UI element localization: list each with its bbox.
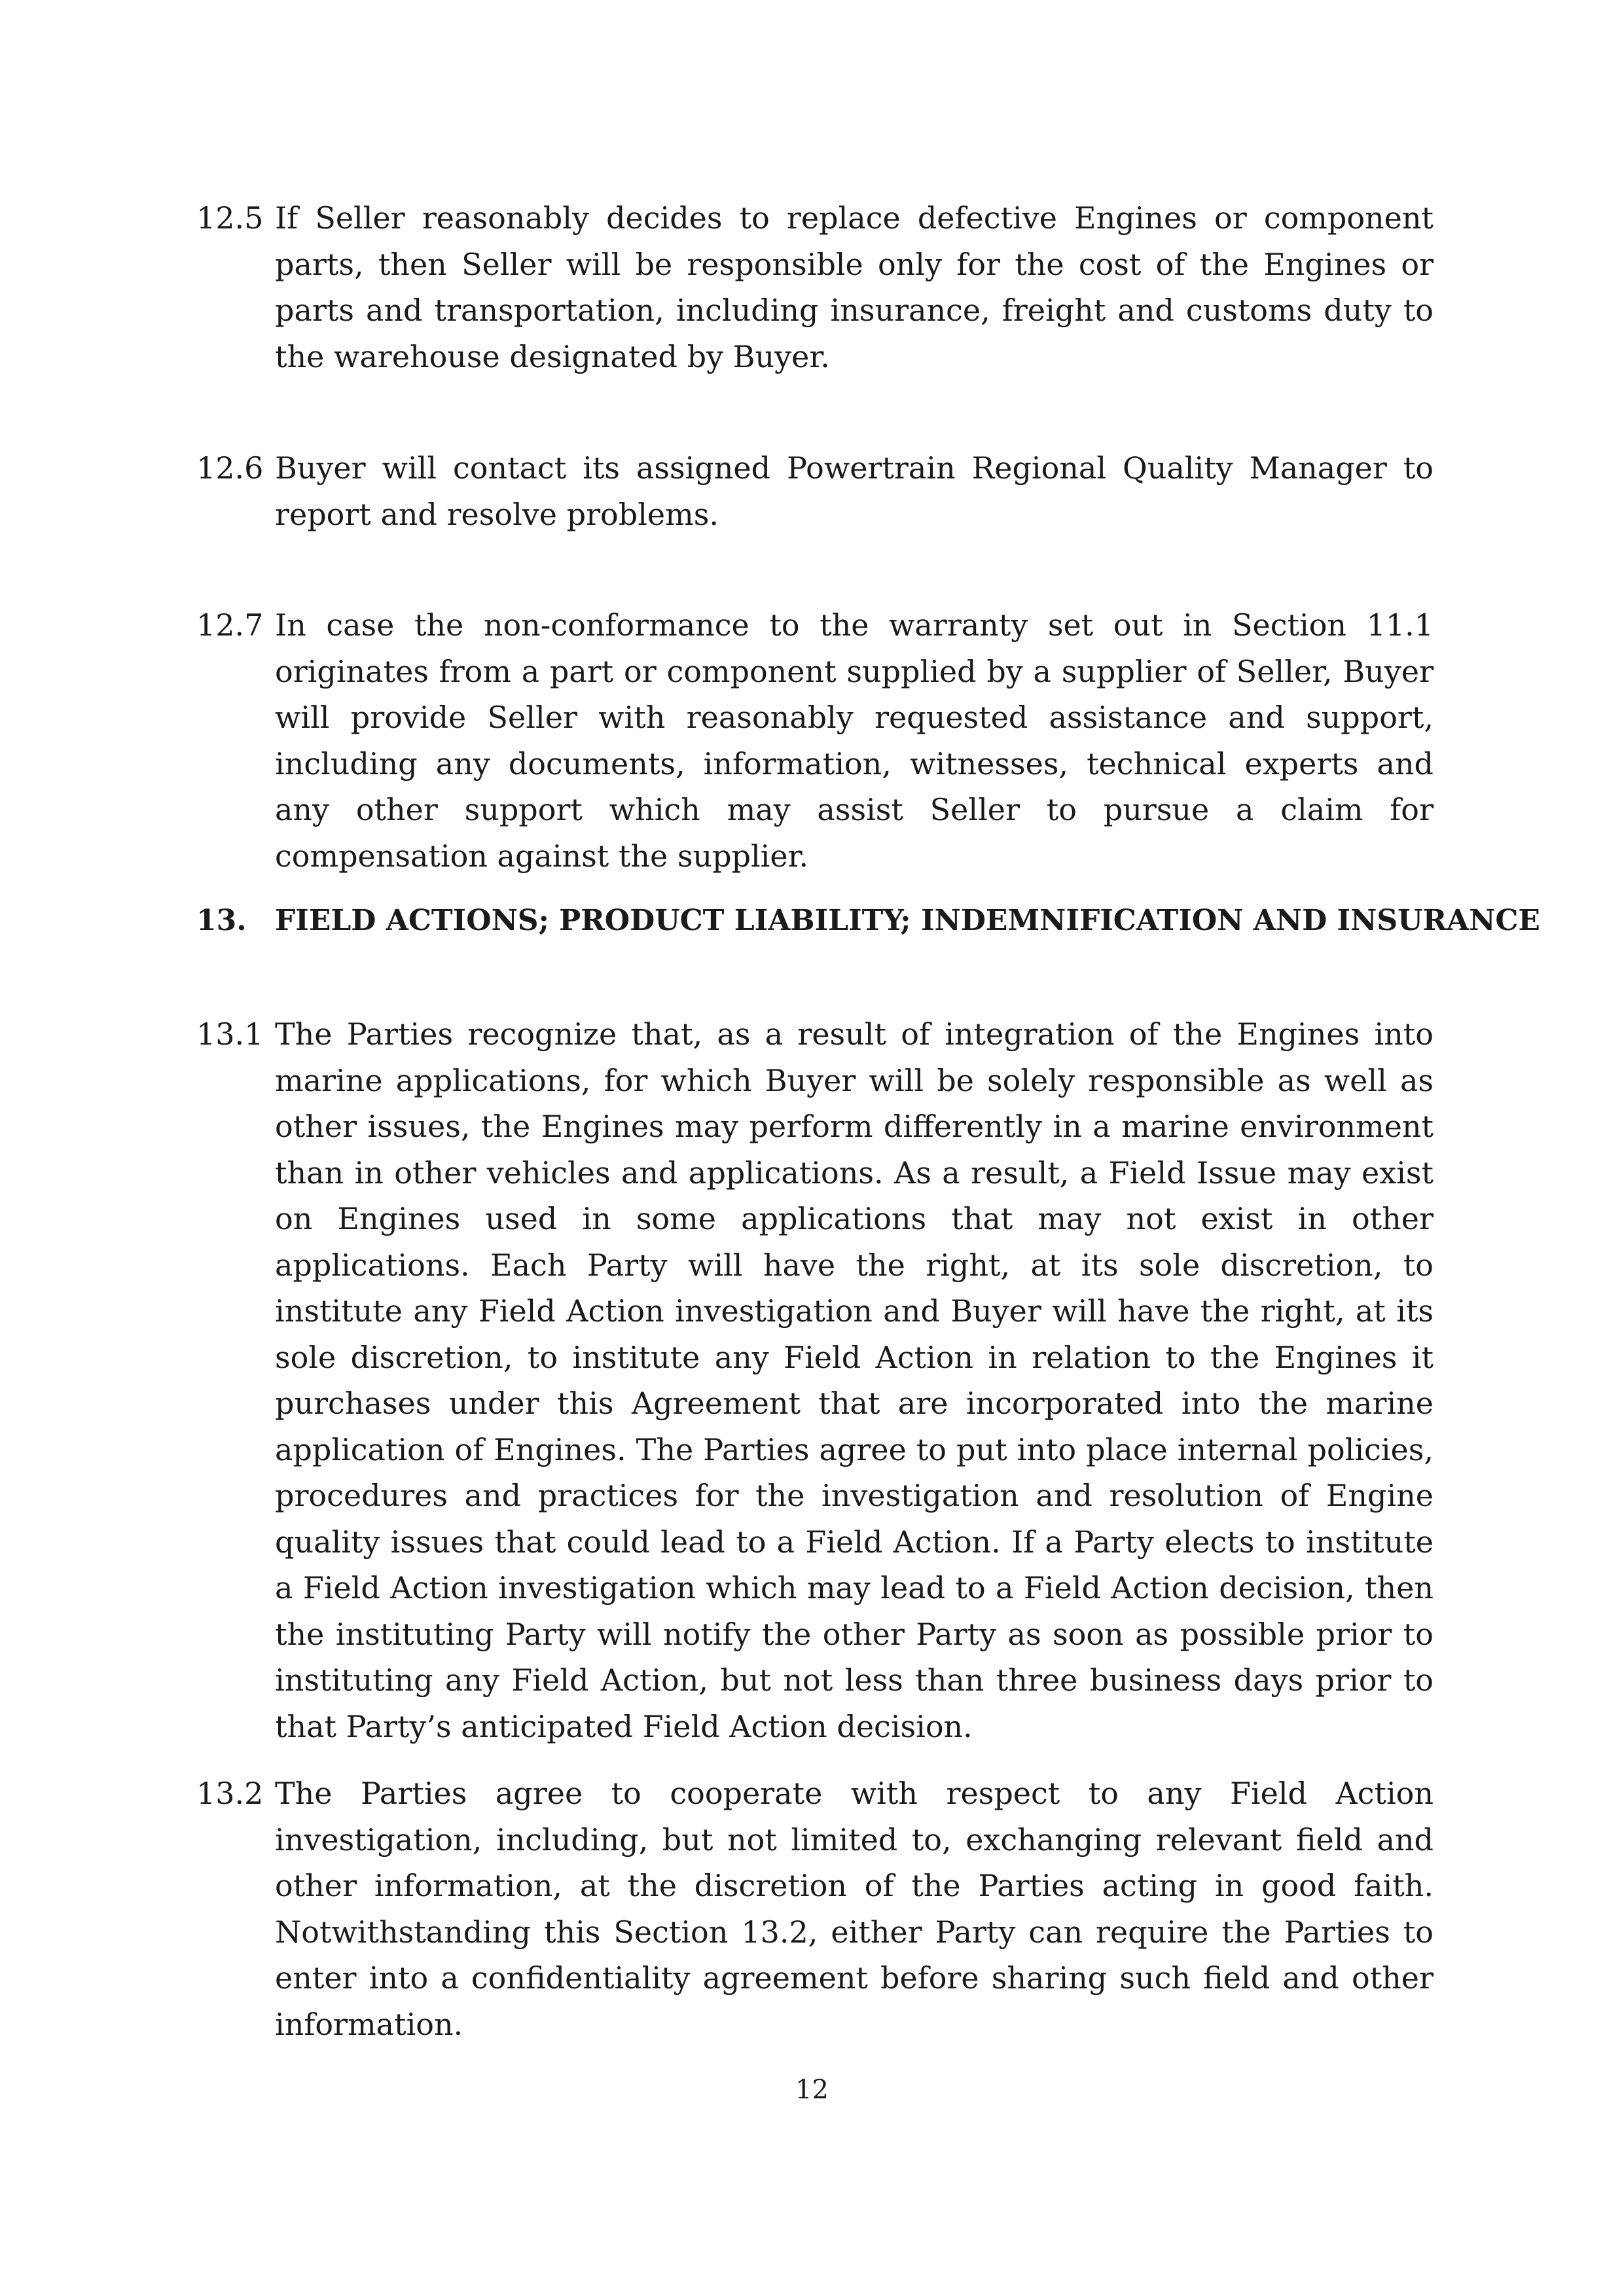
clause-13-2 xyxy=(196,1770,1434,2047)
clause-12-6 xyxy=(196,445,1434,537)
clause-number: 13.2 xyxy=(196,1776,264,1811)
clause-number: 12.7 xyxy=(196,607,264,643)
clause-number: 12.6 xyxy=(196,450,264,486)
section-title: FIELD ACTIONS; PRODUCT LIABILITY; INDEMNIFICATION AND INSURANCE xyxy=(275,904,1540,937)
clause-12-7 xyxy=(196,602,1434,879)
clause-text: The Parties recognize that, as a result of integration of the Engines into marine applications, for which Buyer will be solely responsible as well as other issues, the Engines may perform differently in a marine environment than in other vehicles and applications. As a result, a Field Issue may exist on Engines used in some applications that may not exist in other applications. Each Party will have the right, at its sole discretion, to institute any Field Action investigation and Buyer will have the right, at its sole discretion, to institute any Field Action in relation to the Engines it purchases under this Agreement that are incorporated into the marine application of Engines. The Parties agree to put into place internal policies, procedures and practices for the investigation and resolution of Engine quality issues that could lead to a Field Action. If a Party elects to institute a Field Action investigation which may lead to a Field Action decision, then the instituting Party will notify the other Party as soon as possible prior to instituting any Field Action, but not less than three business days prior to that Party’s anticipated Field Action decision. xyxy=(275,1016,1434,1744)
clause-text: Buyer will contact its assigned Powertrain Regional Quality Manager to report and resolve problems. xyxy=(275,450,1434,532)
clause-13-1 xyxy=(196,1011,1434,1749)
clause-text: If Seller reasonably decides to replace defective Engines or component parts, then Seller will be responsible only for the cost of the Engines or parts and transportation, including insurance, freight and customs duty to the warehouse designated by Buyer. xyxy=(275,200,1434,374)
clause-number: 13.1 xyxy=(196,1016,264,1052)
clause-number: 12.5 xyxy=(196,200,264,236)
clause-text: In case the non-conformance to the warranty set out in Section 11.1 originates from a part or component supplied by a supplier of Seller, Buyer will provide Seller with reasonably requested assistance and support, including any documents, information, witnesses, technical experts and any other support which may assist Seller to pursue a claim for compensation against the supplier. xyxy=(275,607,1434,874)
section-heading-13 xyxy=(196,898,1540,944)
clause-12-5 xyxy=(196,195,1434,380)
page-number: 12 xyxy=(795,2075,829,2105)
clause-text: The Parties agree to cooperate with respect to any Field Action investigation, including, but not limited to, exchanging relevant field and other information, at the discretion of the Parties acting in good faith. Notwithstanding this Section 13.2, either Party can require the Parties to enter into a confidentiality agreement before sharing such field and other information. xyxy=(275,1776,1434,2042)
section-number: 13. xyxy=(196,904,247,937)
